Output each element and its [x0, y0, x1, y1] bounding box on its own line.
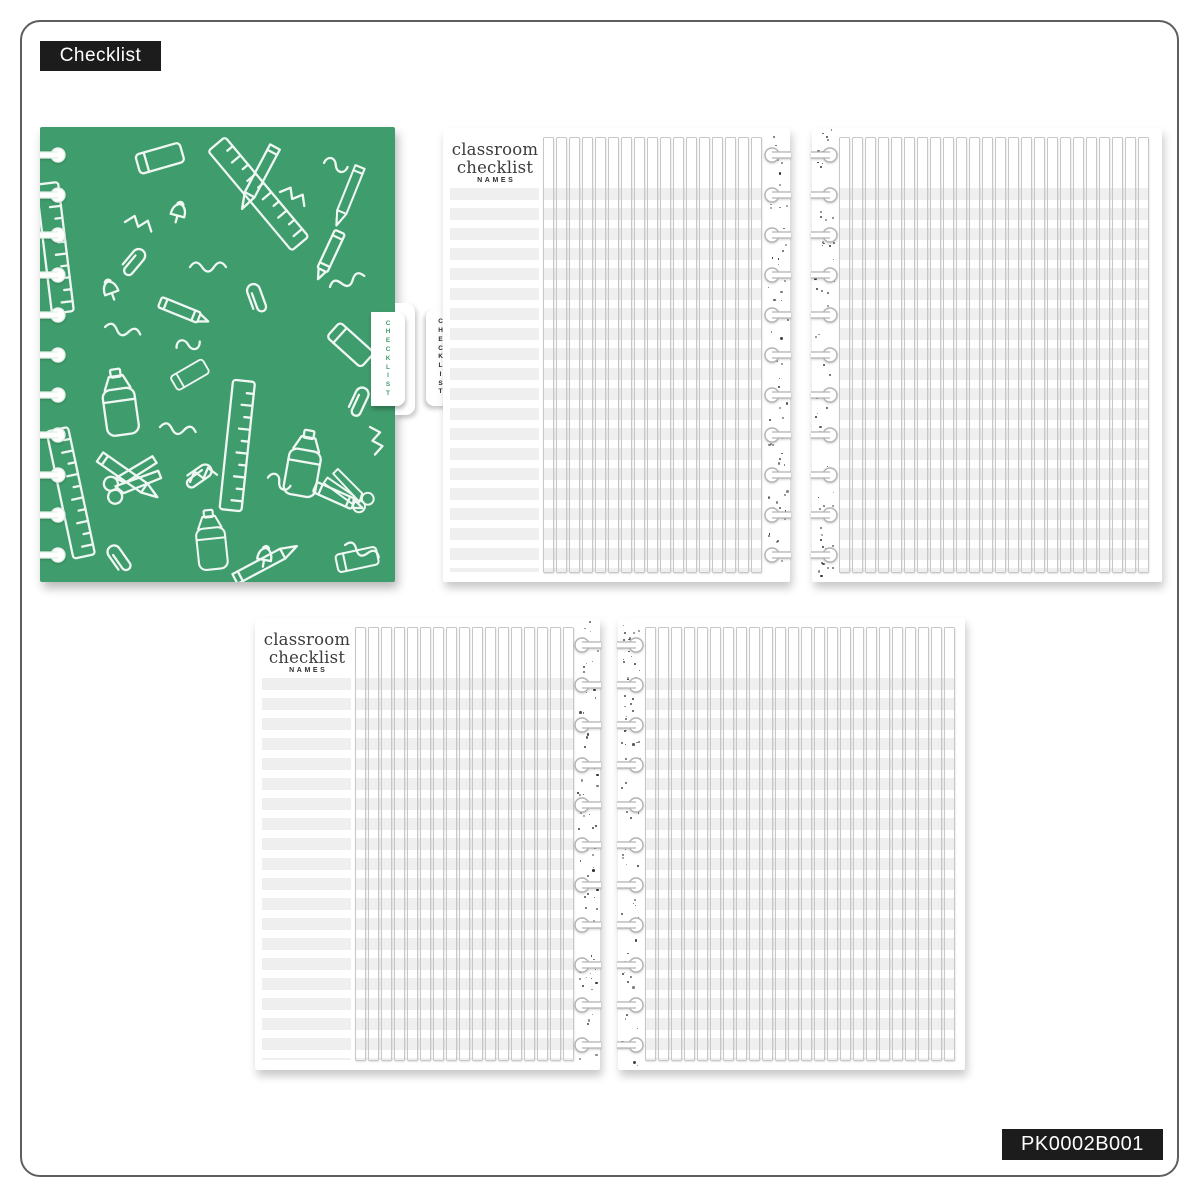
disc-punch-rail — [573, 618, 601, 1070]
disc-punch-rail — [811, 128, 839, 582]
disc-punch-rail — [763, 128, 791, 582]
page-title: classroom checklist — [263, 630, 351, 668]
sku-badge — [1002, 1129, 1163, 1160]
checklist-page-grid-bottom — [618, 618, 965, 1070]
checklist-page-titled-top — [443, 128, 790, 582]
cover-tab-label: C H E C K L I S T — [385, 319, 391, 397]
names-column-header: NAMES — [477, 177, 516, 184]
cover-checklist-tab — [371, 312, 405, 406]
check-columns — [645, 627, 955, 1061]
check-columns — [839, 137, 1149, 573]
divider-tab-label: C H E C K L I S T — [438, 318, 443, 396]
sku-badge-label: PK0002B001 — [1021, 1133, 1144, 1155]
page-title: classroom checklist — [451, 140, 539, 178]
checklist-page-grid-top — [812, 128, 1162, 582]
planner-cover — [40, 127, 395, 582]
cover-disc-punch-rail — [40, 127, 67, 582]
check-columns — [543, 137, 762, 573]
name-rows — [262, 678, 351, 1060]
checklist-page-titled-bottom — [255, 618, 600, 1070]
disc-punch-rail — [617, 618, 645, 1070]
check-columns — [355, 627, 574, 1061]
category-badge-label: Checklist — [59, 45, 142, 66]
name-rows — [450, 188, 539, 572]
names-column-header: NAMES — [289, 667, 328, 674]
category-badge — [40, 41, 161, 71]
school-supplies-doodle-pattern — [40, 127, 395, 582]
